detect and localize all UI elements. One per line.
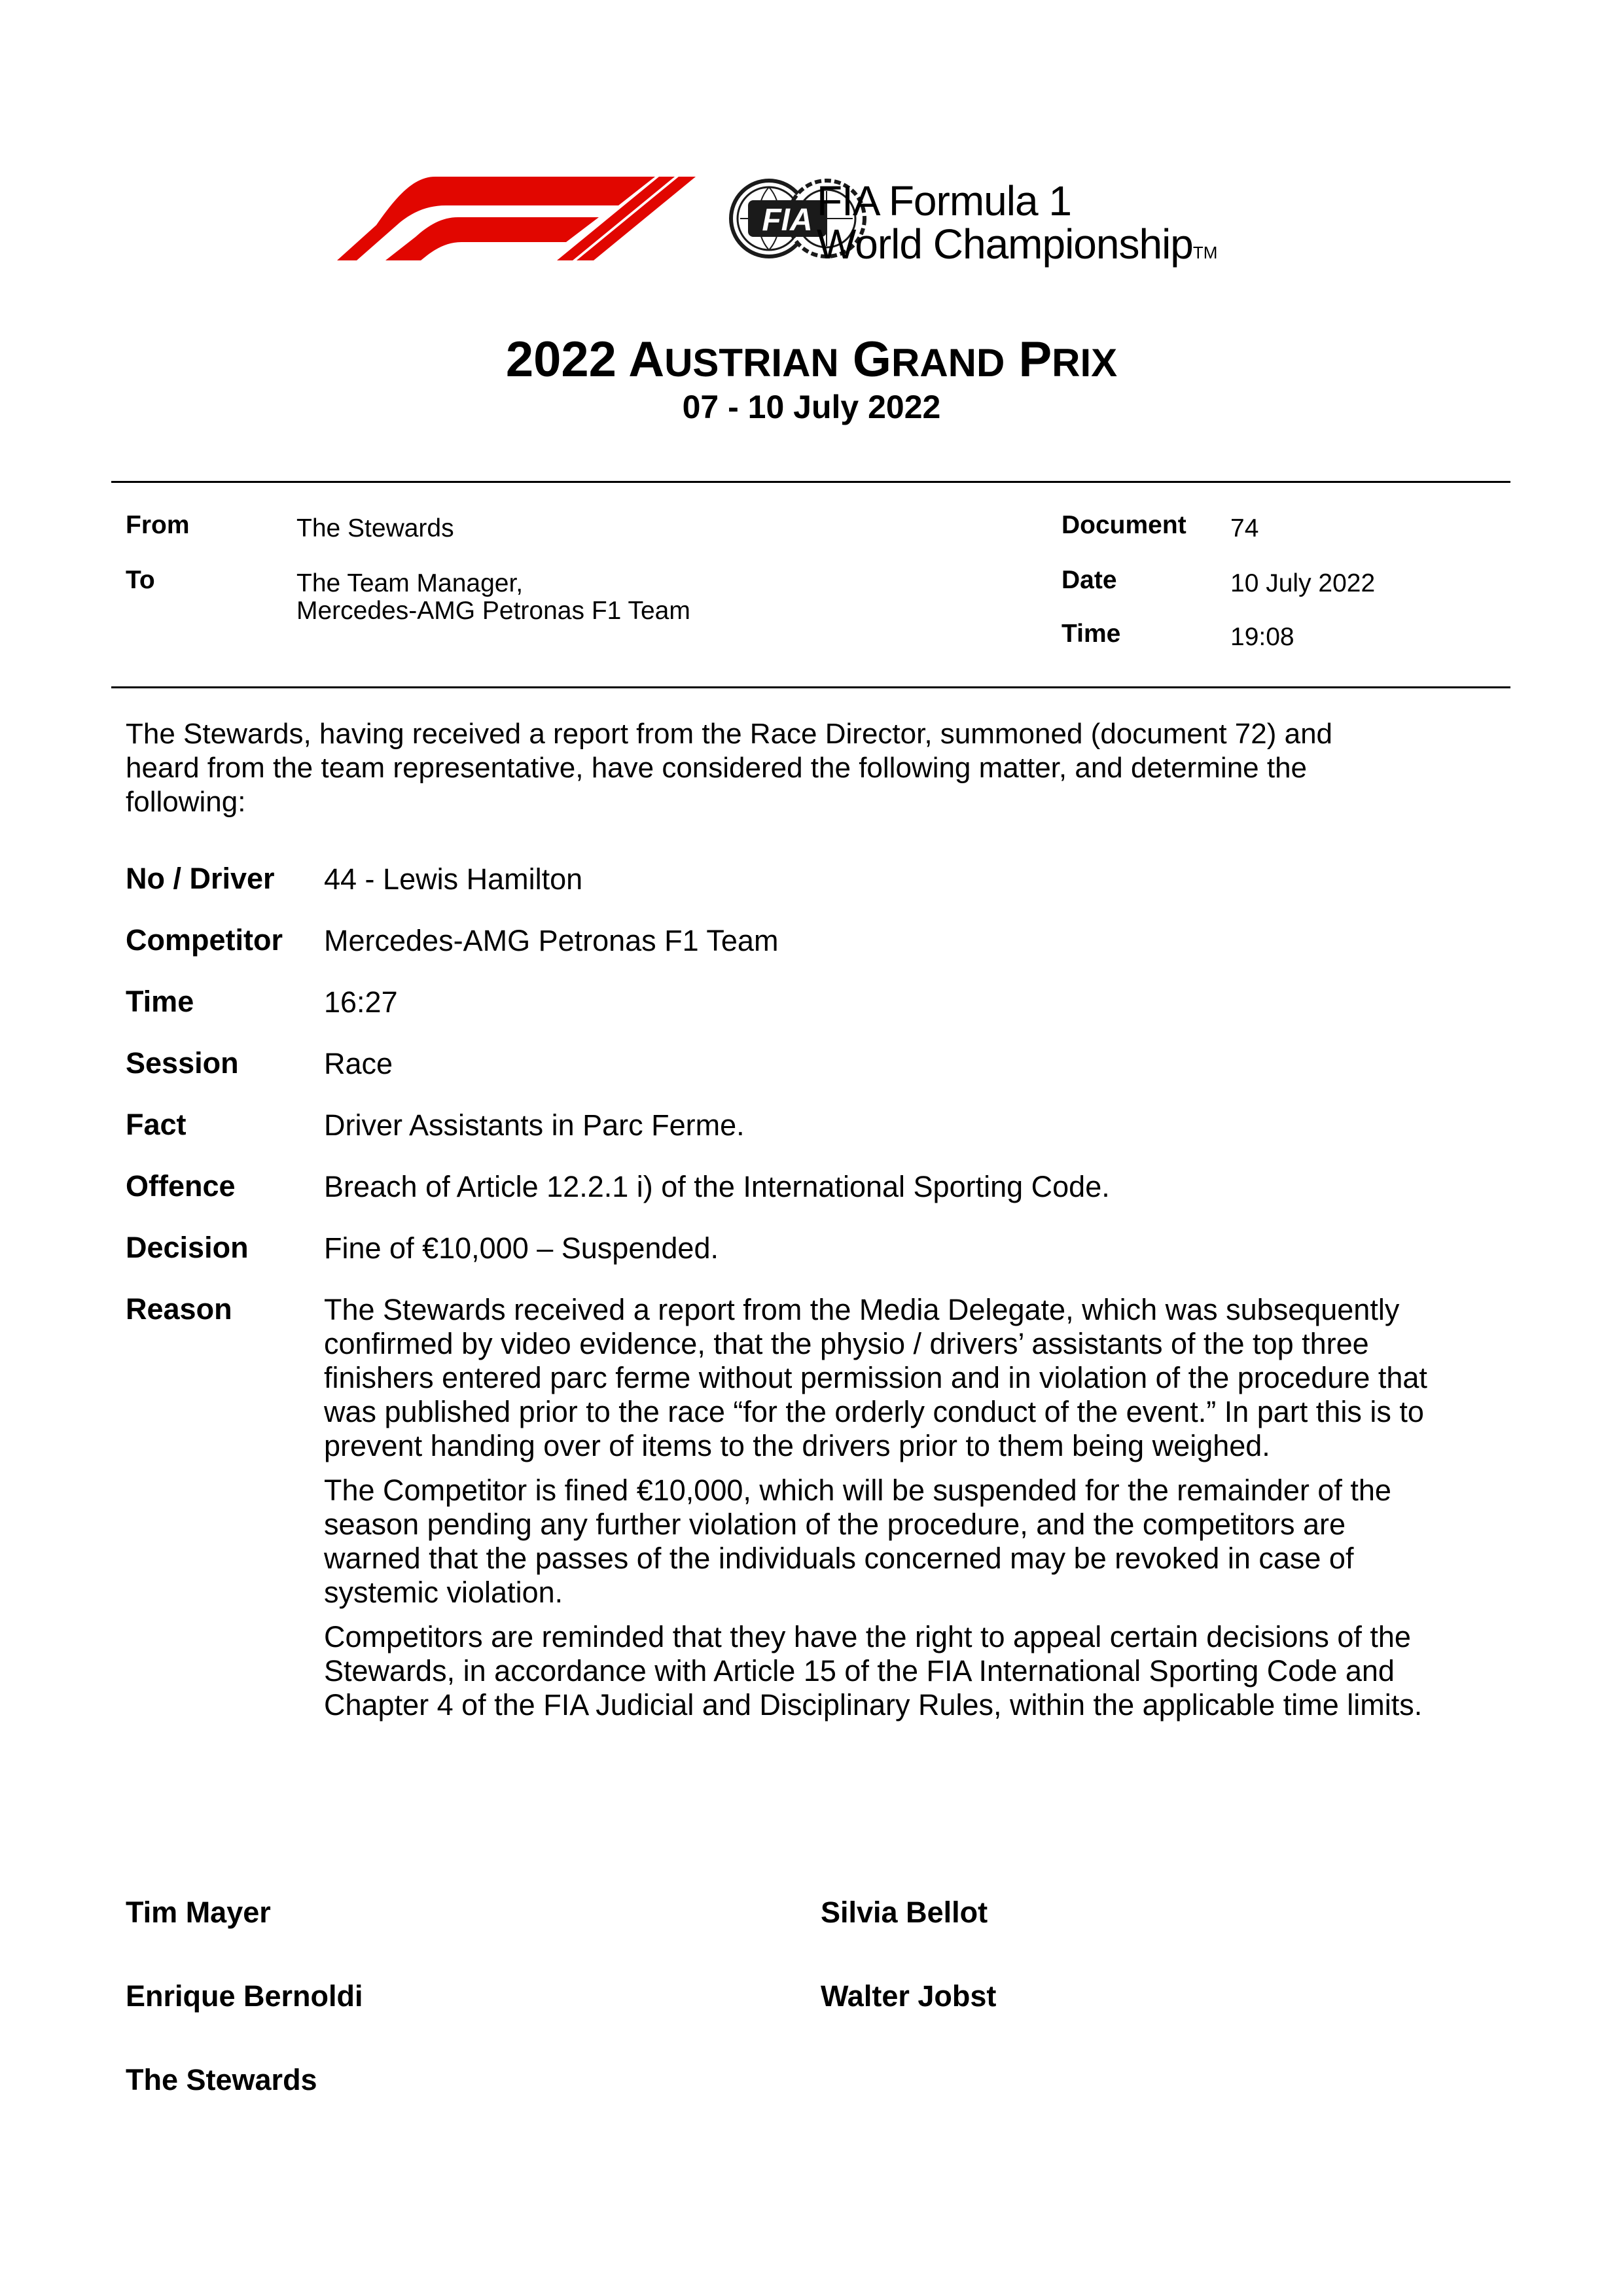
reason-paragraph-3: Competitors are reminded that they have the right to appeal certain decisions of the Stewards, in accordance with Article 15 of the FIA International Sporting Code and Chapter 4 of the FIA Judicial and Disciplinary Rules, within the applicable time limits.	[324, 1620, 1423, 1722]
date-label: Date	[1061, 566, 1117, 594]
time-field-label: Time	[126, 985, 194, 1018]
decision-label: Decision	[126, 1231, 249, 1264]
steward-name-1: Tim Mayer	[126, 1896, 271, 1929]
stewards-footer: The Stewards	[126, 2063, 317, 2096]
logo-line2: World Championship	[817, 221, 1193, 268]
event-title: 2022 AUSTRIAN GRAND PRIX	[505, 332, 1118, 387]
session-value: Race	[324, 1047, 393, 1080]
time-value: 19:08	[1230, 623, 1294, 651]
to-value-line1: The Team Manager,	[296, 569, 524, 597]
from-value: The Stewards	[296, 514, 454, 542]
header-bottom-divider	[111, 686, 1510, 688]
driver-label: No / Driver	[126, 862, 275, 895]
steward-name-2: Silvia Bellot	[821, 1896, 988, 1929]
fact-value: Driver Assistants in Parc Ferme.	[324, 1108, 745, 1142]
offence-value: Breach of Article 12.2.1 i) of the International Sporting Code.	[324, 1170, 1110, 1203]
offence-label: Offence	[126, 1169, 236, 1203]
reason-paragraph-1: The Stewards received a report from the Media Delegate, which was subsequently confirmed by video evidence, that the physio / drivers’ assistants of the top three finishers entered parc ferme without permission and in violation of the procedure that was published prior to the race “for the orderly conduct of the event.” In part this is to prevent handing over of items to the drivers prior to them being weighed.	[324, 1293, 1427, 1462]
logo-trademark: TM	[1192, 243, 1218, 262]
competitor-value: Mercedes-AMG Petronas F1 Team	[324, 924, 779, 957]
steward-name-4: Walter Jobst	[821, 1979, 997, 2013]
session-label: Session	[126, 1046, 239, 1080]
from-label: From	[126, 511, 190, 539]
to-value-line2: Mercedes-AMG Petronas F1 Team	[296, 597, 690, 625]
event-dates: 07 - 10 July 2022	[682, 389, 941, 425]
event-year: 2022	[505, 332, 616, 387]
fact-label: Fact	[126, 1108, 187, 1141]
document-value: 74	[1230, 514, 1259, 542]
svg-text:FIA: FIA	[762, 203, 813, 238]
reason-label: Reason	[126, 1292, 232, 1326]
time-label: Time	[1061, 620, 1121, 648]
decision-value: Fine of €10,000 – Suspended.	[324, 1231, 719, 1265]
steward-name-3: Enrique Bernoldi	[126, 1979, 363, 2013]
logo-line1: FIA Formula 1	[817, 177, 1071, 224]
document-label: Document	[1061, 511, 1186, 539]
time-field-value: 16:27	[324, 985, 398, 1019]
date-value: 10 July 2022	[1230, 569, 1376, 597]
to-label: To	[126, 566, 155, 594]
logo-wordmark	[817, 179, 1217, 274]
reason-paragraph-2: The Competitor is fined €10,000, which will be suspended for the remainder of the season pending any further violation of the procedure, and the competitors are warned that the passes of the individuals concerned may be revoked in case of systemic violation.	[324, 1474, 1391, 1609]
header-top-divider	[111, 481, 1510, 483]
competitor-label: Competitor	[126, 923, 283, 957]
driver-value: 44 - Lewis Hamilton	[324, 862, 583, 896]
intro-paragraph: The Stewards, having received a report from the Race Director, summoned (document 72) and heard from the team representative, have considered the following matter, and determine the following:	[126, 718, 1333, 818]
